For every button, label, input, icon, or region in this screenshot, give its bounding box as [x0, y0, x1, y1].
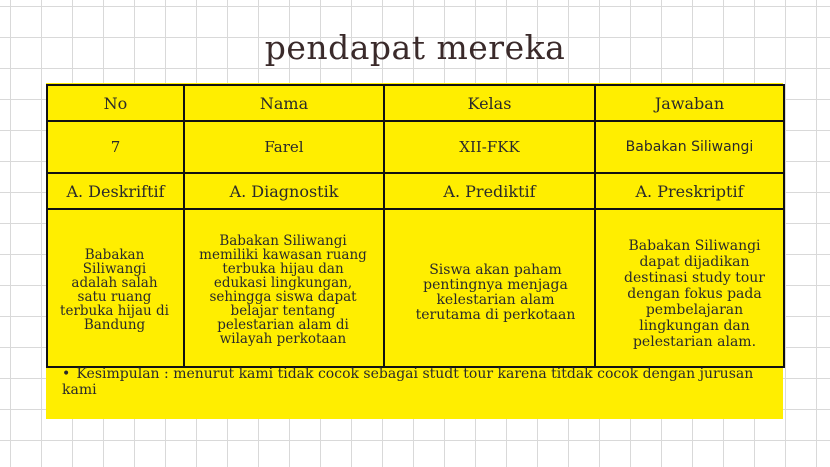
cell-kelas: XII-FKK	[384, 121, 595, 173]
page-title: pendapat mereka	[264, 28, 566, 67]
cell-nama: Farel	[184, 121, 384, 173]
category-deskriftif: A. Deskriftif	[47, 173, 184, 209]
header-jawaban: Jawaban	[595, 85, 784, 121]
answer-prediktif: Siswa akan paham pentingnya menjaga kelestarian alam terutama di perkotaan	[384, 209, 595, 367]
conclusion-text: Kesimpulan : menurut kami tidak cocok sebagai studt tour karena titdak cocok dengan jurusan kami	[62, 366, 754, 398]
category-row	[47, 173, 784, 209]
table-row	[47, 121, 784, 173]
category-diagnostik: A. Diagnostik	[184, 173, 384, 209]
opinion-table	[46, 84, 785, 368]
category-prediktif: A. Prediktif	[384, 173, 595, 209]
header-nama: Nama	[184, 85, 384, 121]
answer-preskriptif: Babakan Siliwangi dapat dijadikan destinasi study tour dengan fokus pada pembelajaran lingkungan dan pelestarian alam.	[595, 209, 784, 367]
answer-diagnostik: Babakan Siliwangi memiliki kawasan ruang terbuka hijau dan edukasi lingkungan, sehingga siswa dapat belajar tentang pelestarian alam di wilayah perkotaan	[184, 209, 384, 367]
answer-deskriftif: Babakan Siliwangi adalah salah satu ruang terbuka hijau di Bandung	[47, 209, 184, 367]
answer-row	[47, 209, 784, 367]
cell-jawaban: Babakan Siliwangi	[595, 121, 784, 173]
bullet-icon: •	[62, 366, 71, 382]
category-preskriptif: A. Preskriptif	[595, 173, 784, 209]
cell-no: 7	[47, 121, 184, 173]
header-row	[47, 85, 784, 121]
header-kelas: Kelas	[384, 85, 595, 121]
header-no: No	[47, 85, 184, 121]
conclusion	[62, 366, 762, 398]
